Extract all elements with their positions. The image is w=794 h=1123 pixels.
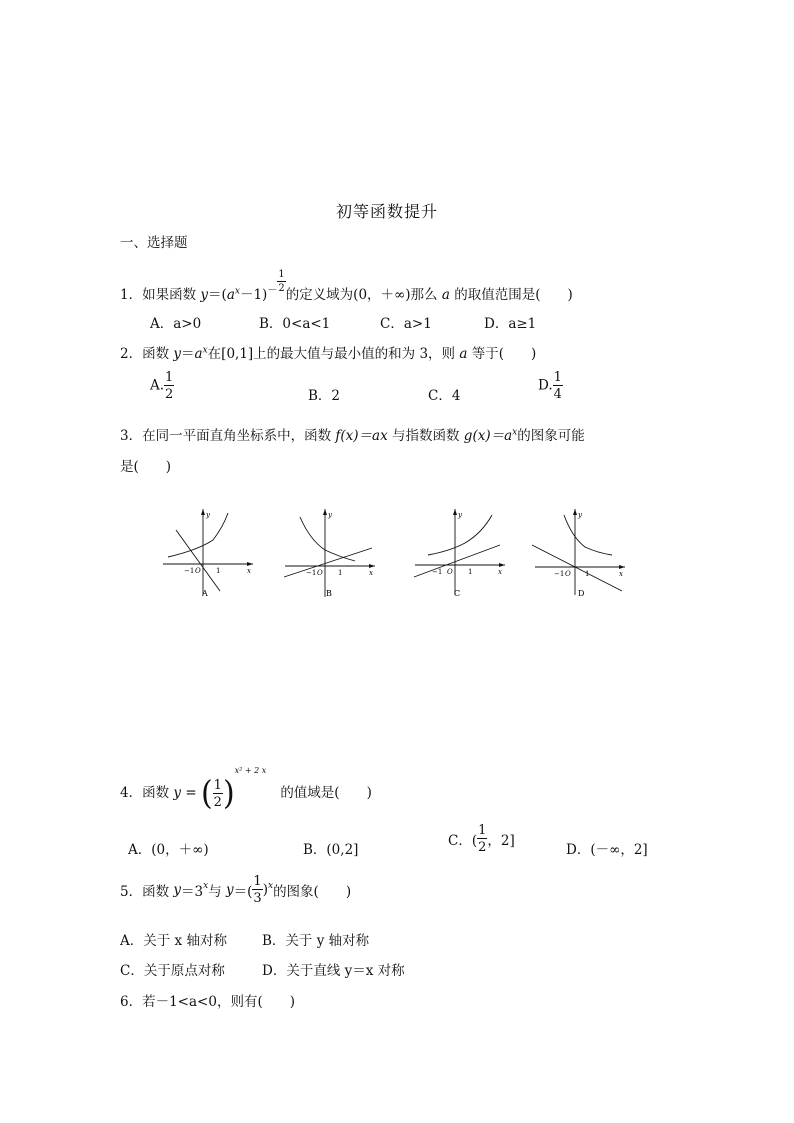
svg-text:y: y	[206, 511, 210, 519]
q2-option-d[interactable]: D. $\frac{1}{4}$	[538, 370, 562, 402]
svg-text:−1: −1	[554, 570, 565, 578]
question-4: 4．函数 y = ( $\frac{1}{2}$ )$^{x^2 + 2 x}$的值域是( )	[120, 766, 372, 813]
svg-text:x: x	[247, 567, 251, 575]
line	[284, 548, 372, 577]
q1-option-b[interactable]: B．0<a<1	[259, 316, 331, 332]
line	[414, 545, 500, 577]
svg-text:−1: −1	[184, 567, 195, 575]
q1-eq: ＝(	[208, 287, 227, 303]
q1-exp-fraction: $\frac{1}{2}$	[278, 269, 285, 294]
q5-option-c[interactable]: C．关于原点对称	[120, 963, 225, 979]
svg-text:O: O	[195, 567, 201, 575]
q1-suffix: 的定义域为(0，＋∞)那么	[285, 287, 442, 303]
question-6: 6．若－1<a<0，则有( )	[120, 994, 295, 1010]
q2-option-b[interactable]: B．2	[308, 388, 341, 404]
graph-a-label: A	[202, 589, 208, 598]
svg-text:x: x	[619, 570, 623, 578]
y-arrow-icon	[323, 509, 327, 515]
x-arrow-icon	[247, 562, 253, 566]
graph-b-label: B	[326, 589, 332, 598]
question-1	[120, 270, 573, 303]
q1-var-a2: a	[441, 287, 450, 303]
q4-fraction: $\frac{1}{2}$	[213, 777, 222, 810]
x-arrow-icon	[619, 565, 625, 569]
svg-text:y: y	[458, 511, 462, 519]
question-3-line2: 是( )	[120, 459, 172, 475]
curve	[564, 515, 612, 555]
q1-var-a: a	[226, 287, 235, 303]
question-5: 5．函数 $y=3^x$与 y＝( $\frac{1}{3}$ )$^x$的图象( )	[120, 874, 352, 906]
svg-text:y: y	[578, 511, 582, 519]
svg-text:O: O	[447, 568, 453, 576]
curve	[168, 513, 228, 557]
q4-exponent: x² + 2 x	[234, 766, 267, 775]
curve	[428, 515, 492, 555]
line	[532, 545, 622, 591]
q4-option-b[interactable]: B．(0,2]	[303, 842, 359, 858]
q4-option-a[interactable]: A．(0，＋∞)	[128, 842, 209, 858]
svg-text:x: x	[498, 568, 502, 576]
svg-text:1: 1	[585, 570, 590, 578]
q1-option-d[interactable]: D．a≥1	[484, 316, 537, 332]
page-title: 初等函数提升	[336, 202, 439, 221]
graph-a[interactable]	[158, 505, 258, 600]
graph-d-label: D	[578, 589, 585, 598]
svg-text:x: x	[369, 569, 373, 577]
q5-option-a[interactable]: A．关于 x 轴对称	[120, 933, 227, 949]
q1-exp-x: x	[234, 286, 240, 297]
svg-text:1: 1	[338, 569, 343, 577]
question-3: 3．在同一平面直角坐标系中，函数 f(x)＝ax 与指数函数 $g(x)=a^x$的图象可能	[120, 427, 585, 444]
q5-option-b[interactable]: B．关于 y 轴对称	[262, 933, 370, 949]
svg-text:y: y	[328, 511, 332, 519]
graph-c[interactable]	[410, 505, 510, 600]
curve	[300, 517, 355, 561]
q1-var-y: y	[200, 287, 209, 303]
y-arrow-icon	[453, 509, 457, 515]
q4-option-c[interactable]: C．( $\frac{1}{2}$ ，2]	[448, 823, 515, 855]
q1-option-c[interactable]: C．a>1	[380, 316, 432, 332]
q1-prefix: 1．如果函数	[120, 287, 201, 303]
q1-minus-one: －1)	[239, 287, 268, 303]
svg-text:−1: −1	[432, 568, 443, 576]
question-2: 2．函数 $y=a^x$在[0,1]上的最大值与最小值的和为 3，则 a 等于( )	[120, 345, 537, 362]
graph-b[interactable]	[280, 505, 380, 600]
svg-text:1: 1	[216, 567, 221, 575]
q4-option-d[interactable]: D．(－∞，2]	[566, 842, 648, 858]
q1-suffix2: 的取值范围是( )	[449, 287, 573, 303]
graph-d[interactable]	[530, 505, 630, 600]
q2-option-c[interactable]: C．4	[428, 388, 461, 404]
y-arrow-icon	[573, 509, 577, 515]
y-arrow-icon	[201, 509, 205, 515]
svg-text:1: 1	[468, 568, 473, 576]
q2-option-a[interactable]: A. $\frac{1}{2}$	[150, 370, 174, 402]
x-arrow-icon	[369, 564, 375, 568]
section-heading: 一、选择题	[120, 235, 188, 251]
svg-text:O: O	[565, 570, 571, 578]
svg-text:−1: −1	[306, 569, 317, 577]
q5-option-d[interactable]: D．关于直线 y＝x 对称	[262, 963, 405, 979]
graph-c-label: C	[454, 589, 461, 598]
svg-text:O: O	[317, 569, 323, 577]
x-arrow-icon	[499, 563, 505, 567]
q1-option-a[interactable]: A．a>0	[150, 316, 202, 332]
q1-exp-minus: －	[267, 285, 278, 297]
